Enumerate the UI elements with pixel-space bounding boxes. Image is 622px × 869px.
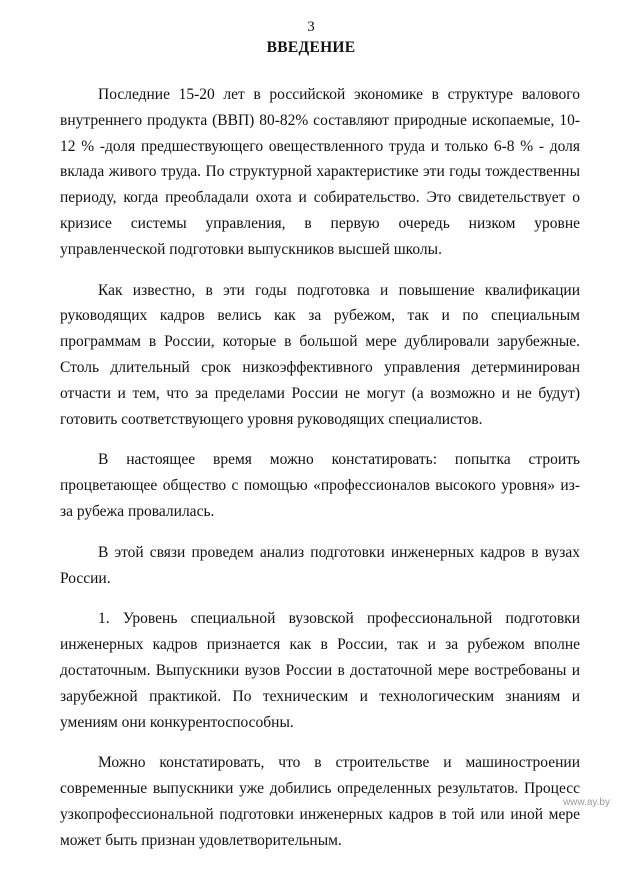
- paragraph: В настоящее время можно констатировать: попытка строить процветающее общество с помощью «профессионалов высокого уровня» из-за рубежа провалилась.: [60, 451, 580, 520]
- section-heading: ВВЕДЕНИЕ: [266, 39, 356, 56]
- paragraph: Как известно, в эти годы подготовка и повышение квалификации руководящих кадров велись как за рубежом, так и по специальным программам в России, которые в большой мере дублировали зарубежные. Столь длительный срок низкоэффективного управления детерминирован отчасти и тем, что за пределами России не могут (а возможно и не будут) готовить соответствующего уровня руководящих специалистов.: [60, 281, 580, 428]
- paragraph: В этой связи проведем анализ подготовки инженерных кадров в вузах России.: [60, 543, 580, 587]
- paragraph: Можно констатировать, что в строительстве и машиностроении современные выпускники уже добились определенных результатов. Процесс узкопрофессиональной подготовки инженерных кадров в той или иной мере может быть признан удовлетворительным.: [60, 754, 580, 849]
- document-body: [60, 82, 580, 869]
- watermark: www.ay.by: [562, 797, 610, 808]
- paragraph: Последние 15-20 лет в российской экономике в структуре валового внутреннего продукта (ВВП) 80-82% составляют природные ископаемые, 10-12 % -доля предшествующего овеществленного труда и только 6-8 % - доля вклада живого труда. По структурной характеристике эти годы тождественны периоду, когда преобладали охота и собирательство. Это свидетельствует о кризисе системы управления, в первую очередь низком уровне управленческой подготовки выпускников высшей школы.: [60, 86, 580, 258]
- paragraph: 1. Уровень специальной вузовской профессиональной подготовки инженерных кадров признается как в России, так и за рубежом вполне достаточным. Выпускники вузов России в достаточной мере востребованы и зарубежной практикой. По техническим и технологическим знаниям и умениям они конкурентоспособны.: [60, 610, 580, 731]
- page-number: 3: [307, 19, 315, 35]
